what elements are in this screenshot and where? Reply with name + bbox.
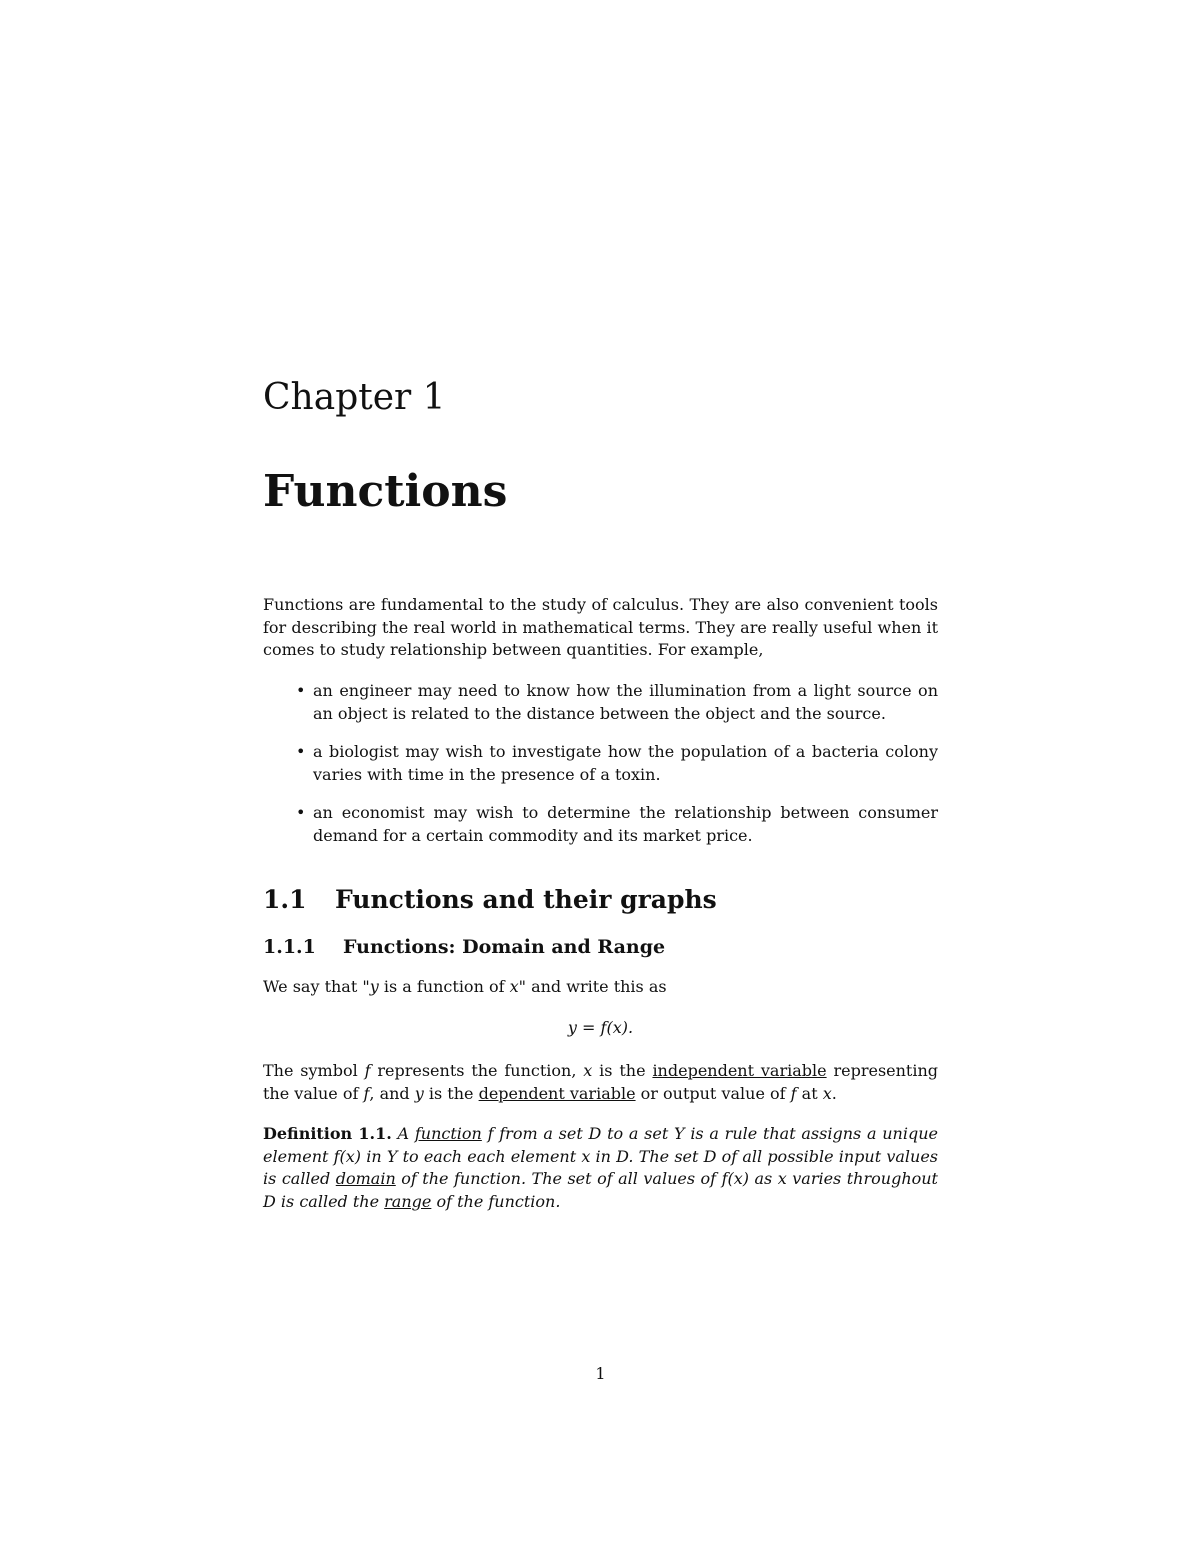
math-var: f — [364, 1061, 371, 1080]
section-title: Functions and their graphs — [335, 885, 717, 914]
section-heading — [263, 885, 717, 914]
underlined-term: independent variable — [652, 1061, 827, 1080]
bullet-icon: • — [296, 681, 306, 700]
bullet-icon: • — [296, 803, 306, 822]
math-var: x — [583, 1061, 593, 1080]
list-item — [263, 741, 938, 786]
symbol-paragraph — [263, 1060, 938, 1105]
math-var: y — [414, 1083, 424, 1103]
text-run: We say that " — [263, 977, 370, 996]
bullet-icon: • — [296, 742, 306, 761]
math-var: y — [369, 977, 379, 996]
chapter-title: Functions — [263, 466, 508, 517]
definition-label: Definition 1.1. — [263, 1124, 392, 1143]
text-run: at — [796, 1083, 823, 1103]
subsection-heading — [263, 936, 665, 958]
underlined-term: function — [414, 1124, 482, 1143]
list-item-text: an economist may wish to determine the relationship between consumer demand for a certain commodity and its market price. — [313, 803, 938, 845]
page-number: 1 — [595, 1364, 606, 1383]
underlined-term: range — [384, 1191, 432, 1211]
list-item — [263, 802, 938, 847]
intro-paragraph: Functions are fundamental to the study of calculus. They are also convenient tools for describing the real world in mathematical terms. They are really useful when it comes to study relationship between quantities. For example, — [263, 595, 938, 659]
subsection-title: Functions: Domain and Range — [343, 936, 666, 958]
text-run: . — [831, 1083, 837, 1103]
subsection-number: 1.1.1 — [263, 936, 316, 958]
math-var: f — [790, 1083, 797, 1103]
text-run: represents the function, — [370, 1061, 584, 1080]
function-notation-paragraph — [263, 976, 938, 999]
text-run: , and — [369, 1083, 415, 1103]
math-var: x — [822, 1083, 832, 1103]
text-run: " and write this as — [518, 977, 667, 996]
text-run: A — [391, 1124, 415, 1143]
example-list — [263, 680, 938, 863]
text-run: or output value of — [635, 1083, 791, 1103]
chapter-label: Chapter 1 — [263, 377, 446, 418]
text-run: is the — [423, 1083, 479, 1103]
text-run: The symbol — [263, 1061, 365, 1080]
list-item-text: a biologist may wish to investigate how the population of a bacteria colony varies with time in the presence of a toxin. — [313, 742, 938, 784]
list-item-text: an engineer may need to know how the illumination from a light source on an object is related to the distance between the object and the source. — [313, 681, 938, 723]
list-item — [263, 680, 938, 725]
math-var: f — [363, 1083, 370, 1103]
text-run: representing the value of — [263, 1061, 939, 1103]
definition-block — [263, 1123, 938, 1213]
underlined-term: dependent variable — [478, 1083, 636, 1103]
underlined-term: domain — [335, 1169, 396, 1188]
text-run: is a function of — [378, 977, 510, 996]
text-run: is the — [592, 1061, 653, 1080]
section-number: 1.1 — [263, 885, 307, 914]
math-var: x — [509, 977, 519, 996]
display-equation: y = f(x). — [567, 1018, 634, 1037]
text-run: of the function. — [431, 1191, 561, 1211]
text-run: of the function. The set of all values of f(x) as x varies throughout D is called the — [263, 1169, 938, 1211]
text-run: f from a set D to a set Y is a rule that assigns a unique element f(x) in Y to each each element x in D. The set D of all possible input values is called — [263, 1124, 938, 1188]
